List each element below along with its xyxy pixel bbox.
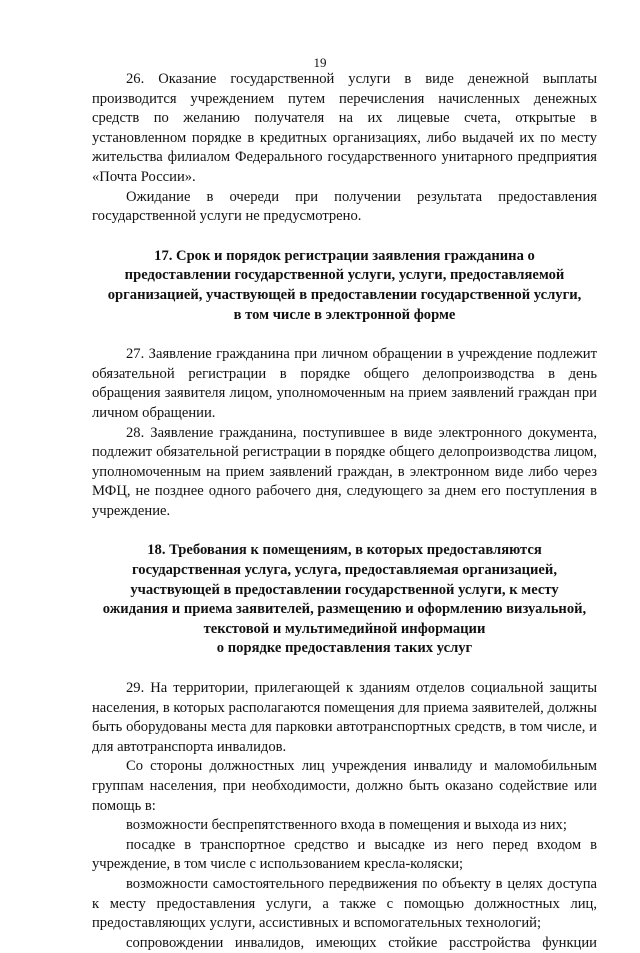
paragraph-28: 28. Заявление гражданина, поступившее в виде электронного документа, подлежит обязательной регистрации в порядке общего делопроизводства лицом, уполномоченным на прием заявлений граждан, в электронном виде либо через МФЦ, не позднее одного рабочего дня, следующего за днем его поступления в учреждение. [92,424,597,519]
list-item-escort: сопровождении инвалидов, имеющих стойкие расстройства функции [126,934,597,951]
section-18-heading [92,541,597,659]
list-item-entry-exit: возможности беспрепятственного входа в помещения и выхода из них; [126,817,567,834]
section-18-heading-line: о порядке предоставления таких услуг [216,640,473,657]
paragraph-29: 29. На территории, прилегающей к зданиям отделов социальной защиты населения, в которых располагаются помещения для приема заявителей, должны быть оборудованы места для парковки автотранспортных средств, в том числе, и для автотранспорта инвалидов. [92,680,597,755]
section-18-heading-line: текстовой и мультимедийной информации [203,620,486,637]
paragraph-queue-waiting: Ожидание в очереди при получении результата предоставления государственной услуги не предусмотрено. [92,188,597,225]
section-17-heading-line: в том числе в электронной форме [233,306,456,323]
paragraph-assistance-intro: Со стороны должностных лиц учреждения инвалиду и маломобильным группам населения, при необходимости, должно быть оказано содействие или помощь в: [92,758,597,814]
paragraph-26: 26. Оказание государственной услуги в виде денежной выплаты производится учреждением путем перечисления начисленных денежных средств по желанию получателя на их лицевые счета, открытые в установленном порядке в кредитных организациях, либо выдачей их по месту жительства филиалом Федерального государственного унитарного предприятия «Почта России». [92,71,597,185]
section-18-heading-line: участвующей в предоставлении государственной услуги, к месту [130,581,559,598]
list-item-movement-on-site: возможности самостоятельного передвижения по объекту в целях доступа к месту предоставления услуги, а также с помощью должностных лиц, предоставляющих услуги, ассистивных и вспомогательных технологий; [92,875,597,932]
document-body [92,70,597,953]
section-18-heading-line: 18. Требования к помещениям, в которых предоставляются [147,542,542,559]
paragraph-27: 27. Заявление гражданина при личном обращении в учреждение подлежит обязательной регистрации в порядке общего делопроизводства в день обращения заявителя лицом, уполномоченным на прием заявлений граждан при личном обращении. [92,346,597,421]
section-18-heading-line: ожидания и приема заявителей, размещению и оформлению визуальной, [102,601,587,618]
section-18-heading-line: государственная услуга, услуга, предоставляемая организацией, [132,562,557,579]
section-17-heading-line: предоставлении государственной услуги, услуги, предоставляемой [124,267,565,284]
list-item-transport-boarding: посадке в транспортное средство и высадке из него перед входом в учреждение, в том числе с использованием кресла-коляски; [92,836,597,873]
section-17-heading-line: организацией, участвующей в предоставлении государственной услуги, [107,286,582,303]
section-17-heading [92,247,597,325]
section-17-heading-line: 17. Срок и порядок регистрации заявления гражданина о [154,247,535,264]
page-number: 19 [313,55,327,70]
